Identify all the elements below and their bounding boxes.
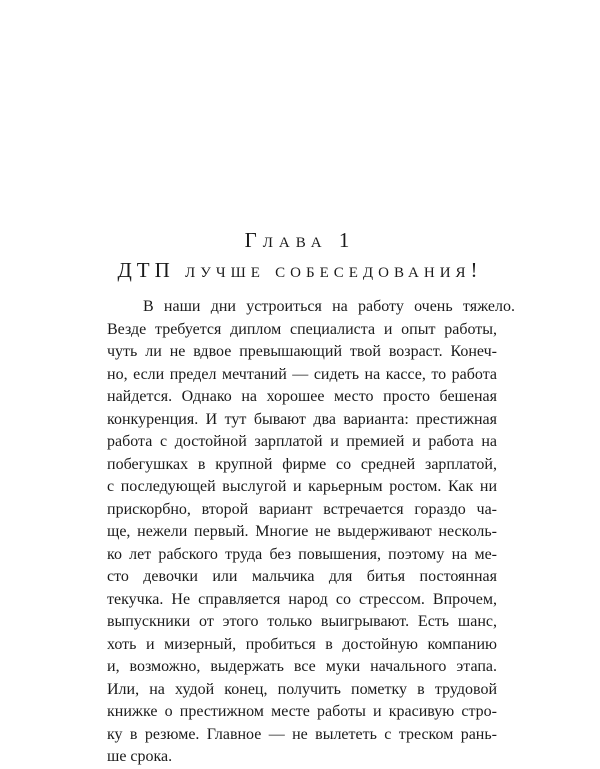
- text-line: книжке о престижном месте работы и красивую стро-: [107, 703, 497, 720]
- text-line: прискорбно, второй вариант встречается гораздо ча-: [107, 500, 497, 518]
- text-line: но, если предел мечтаний — сидеть на кассе, то работа: [107, 365, 497, 383]
- text-line: ще, нежели первый. Многие не выдерживают несколь-: [107, 523, 497, 540]
- text-line: ше срока.: [107, 748, 173, 765]
- text-line: Или, на худой конец, получить пометку в трудовой: [107, 680, 497, 698]
- text-line: с последующей выслугой и карьерным ростом. Как ни: [107, 478, 497, 495]
- text-line: В наши дни устроиться на работу очень тяжело.: [143, 298, 515, 315]
- text-line: выпускники от этого только выигрывают. Есть шанс,: [107, 613, 497, 630]
- text-line: и, возможно, выдержать все муки начального этапа.: [107, 658, 497, 675]
- text-line: работа с достойной зарплатой и премией и работа на: [107, 433, 497, 450]
- text-line: ку в резюме. Главное — не вылететь с треском рань-: [107, 725, 497, 743]
- text-line: Везде требуется диплом специалиста и опыт работы,: [107, 320, 497, 338]
- text-line: конкуренция. И тут бывают два варианта: престижная: [107, 410, 497, 428]
- text-line: побегушках в крупной фирме со средней зарплатой,: [107, 455, 497, 473]
- chapter-number: Глава 1: [244, 228, 356, 252]
- text-line: чуть ли не вдвое превышающий твой возраст. Конеч-: [107, 343, 497, 360]
- text-line: хоть и мизерный, пробиться в достойную компанию: [107, 635, 497, 653]
- chapter-title: ДТП лучше собеседования!: [117, 258, 483, 282]
- text-line: ко лет рабского труда без повышения, поэтому на ме-: [107, 545, 497, 563]
- text-line: сто девочки или мальчика для битья постоянная: [107, 568, 497, 585]
- chapter-body: [107, 296, 515, 769]
- text-line: найдется. Однако на хорошее место просто бешеная: [107, 388, 497, 405]
- text-line: текучка. Не справляется народ со стрессом. Впрочем,: [107, 590, 497, 608]
